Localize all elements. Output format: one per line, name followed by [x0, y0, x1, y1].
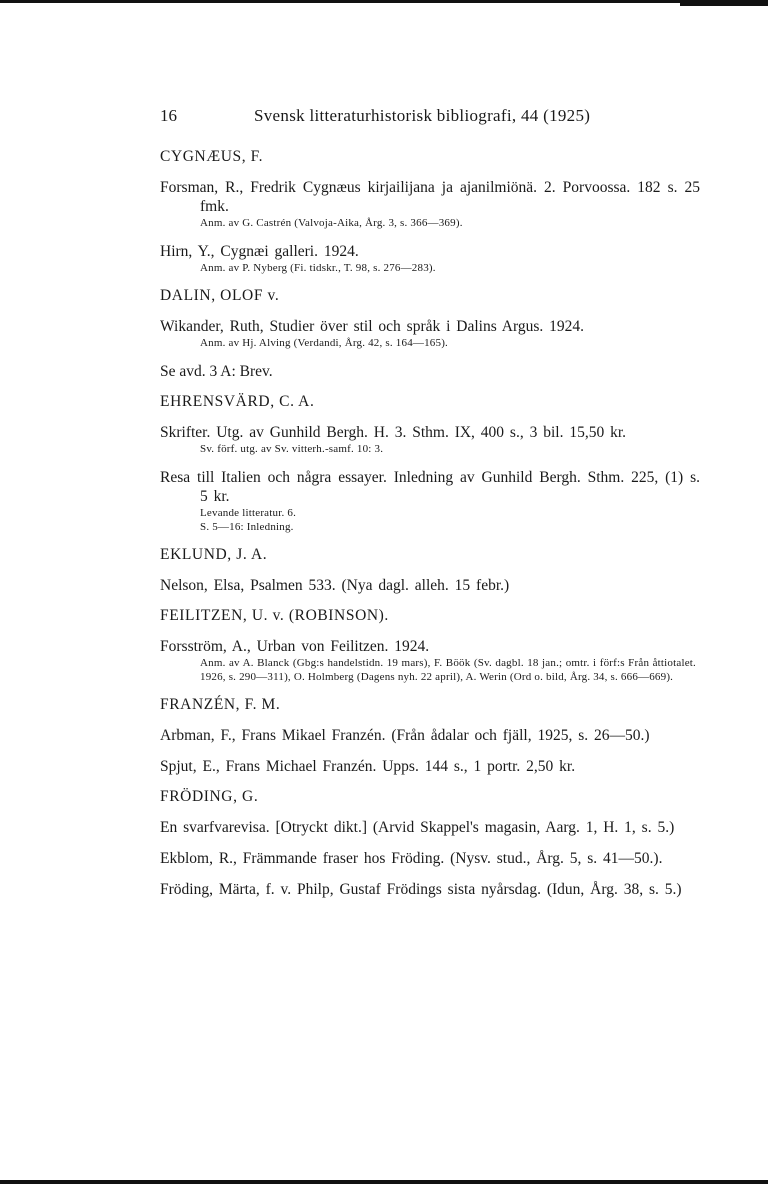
bibliography-entry	[160, 468, 700, 534]
page-body	[160, 106, 700, 911]
see-also-reference: Se avd. 3 A: Brev.	[160, 363, 273, 380]
entry-note: Anm. av P. Nyberg (Fi. tidskr., T. 98, s. 276—283).	[200, 262, 436, 274]
running-title: Svensk litteraturhistorisk bibliografi, 44 (1925)	[254, 106, 591, 125]
entry-text: Arbman, F., Frans Mikael Franzén. (Från ådalar och fjäll, 1925, s. 26—50.)	[160, 727, 650, 744]
entry-note: S. 5—16: Inledning.	[200, 521, 294, 533]
entry-text: Wikander, Ruth, Studier över stil och språk i Dalins Argus. 1924.	[160, 318, 585, 335]
entry-note: Sv. förf. utg. av Sv. vitterh.-samf. 10: 3.	[200, 443, 384, 455]
author-heading: FRÖDING, G.	[160, 788, 259, 805]
entry-note: Anm. av A. Blanck (Gbg:s handelstidn. 19 mars), F. Böök (Sv. dagbl. 18 jan.; omtr. i förf:s Från åttiotalet. 1926, s. 290—311), O. Holmberg (Dagens nyh. 22 april), A. Werin (Ord o. bild, Årg. 34, s. 666—669).	[200, 657, 696, 683]
entry-text: Ekblom, R., Främmande fraser hos Fröding. (Nysv. stud., Årg. 5, s. 41—50.).	[160, 850, 663, 867]
bibliography-entry	[160, 880, 700, 899]
scan-border-top	[0, 0, 768, 3]
entry-note: Levande litteratur. 6.	[200, 507, 297, 519]
bibliography-entry	[160, 726, 700, 745]
entry-text: Forsman, R., Fredrik Cygnæus kirjailijana ja ajanilmiönä. 2. Porvoossa. 182 s. 25 fmk.	[160, 179, 700, 215]
bibliography-entry	[160, 242, 700, 275]
bibliography-entry	[160, 818, 700, 837]
bibliography-entry	[160, 849, 700, 868]
page-number: 16	[160, 106, 177, 125]
scan-border-corner	[680, 0, 768, 6]
bibliography-entry	[160, 423, 700, 456]
entry-note: Anm. av Hj. Alving (Verdandi, Årg. 42, s. 164—165).	[200, 337, 449, 349]
entry-text: Hirn, Y., Cygnæi galleri. 1924.	[160, 243, 359, 260]
running-header	[160, 106, 700, 130]
author-heading: EHRENSVÄRD, C. A.	[160, 393, 315, 410]
entry-text: Skrifter. Utg. av Gunhild Bergh. H. 3. Sthm. IX, 400 s., 3 bil. 15,50 kr.	[160, 424, 627, 441]
entry-text: Spjut, E., Frans Michael Franzén. Upps. 144 s., 1 portr. 2,50 kr.	[160, 758, 576, 775]
bibliography-entry	[160, 317, 700, 350]
bibliography-entry	[160, 576, 700, 595]
author-heading: DALIN, OLOF v.	[160, 287, 280, 304]
author-heading: CYGNÆUS, F.	[160, 148, 264, 165]
bibliography-entry	[160, 637, 700, 684]
entry-text: Resa till Italien och några essayer. Inledning av Gunhild Bergh. Sthm. 225, (1) s. 5 kr.	[160, 469, 700, 505]
author-heading: EKLUND, J. A.	[160, 546, 268, 563]
entry-text: Fröding, Märta, f. v. Philp, Gustaf Frödings sista nyårsdag. (Idun, Årg. 38, s. 5.)	[160, 881, 682, 898]
entry-text: En svarfvarevisa. [Otryckt dikt.] (Arvid Skappel's magasin, Aarg. 1, H. 1, s. 5.)	[160, 819, 675, 836]
entry-note: Anm. av G. Castrén (Valvoja-Aika, Årg. 3, s. 366—369).	[200, 217, 463, 229]
scan-border-bottom	[0, 1180, 768, 1184]
entry-text: Forsström, A., Urban von Feilitzen. 1924.	[160, 638, 430, 655]
bibliography-entry	[160, 178, 700, 230]
author-heading: FEILITZEN, U. v. (ROBINSON).	[160, 607, 389, 624]
entry-text: Nelson, Elsa, Psalmen 533. (Nya dagl. alleh. 15 febr.)	[160, 577, 510, 594]
author-heading: FRANZÉN, F. M.	[160, 696, 281, 713]
bibliography-entry	[160, 757, 700, 776]
